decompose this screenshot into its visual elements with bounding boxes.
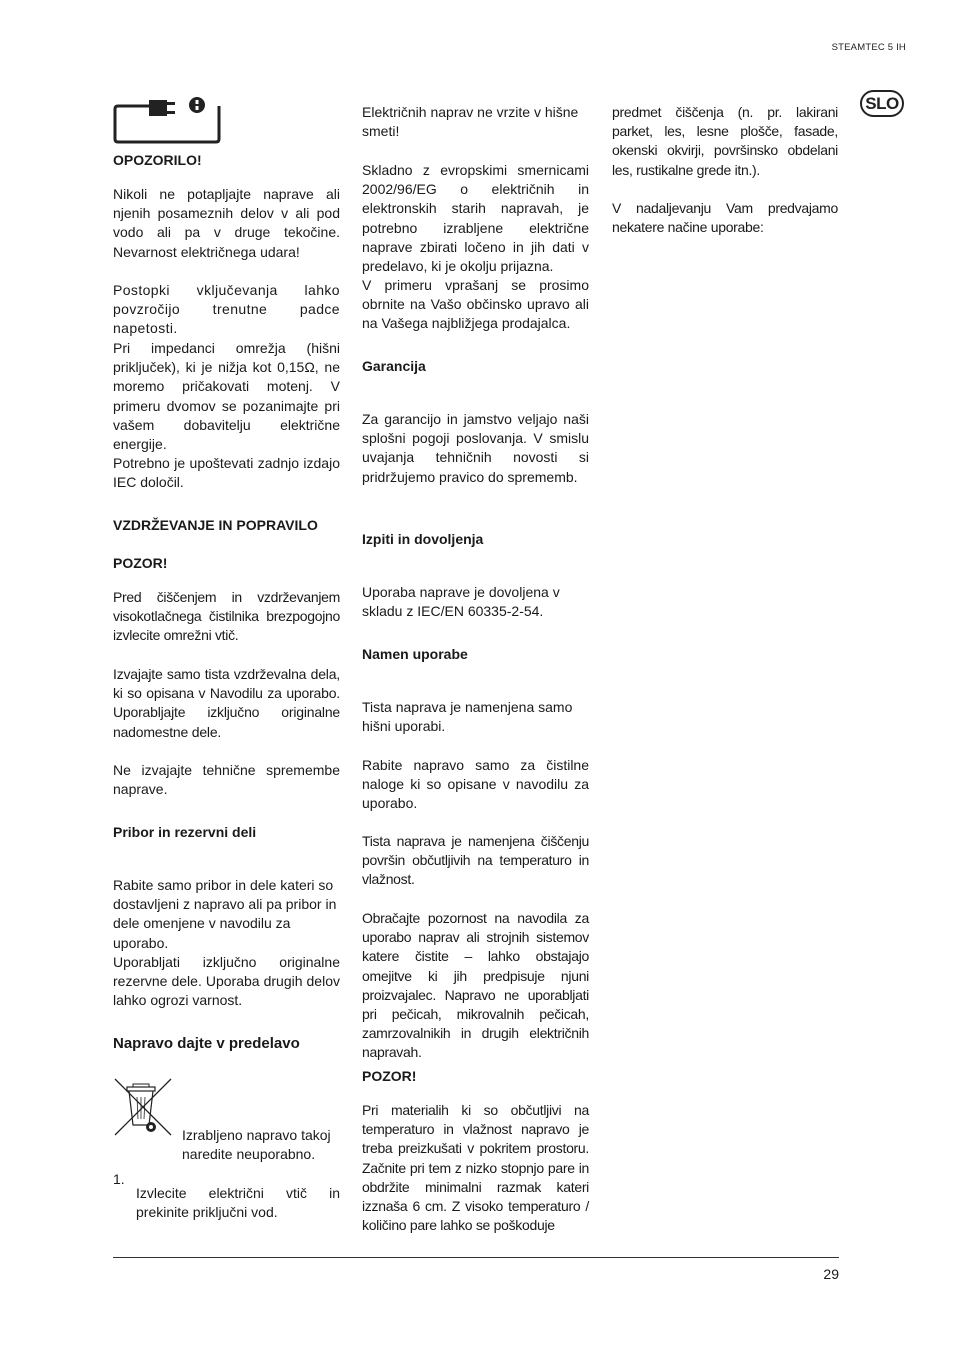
step-text: Izvlecite električni vtič in prekinite priključni vod.: [136, 1185, 340, 1221]
page-number: 29: [823, 1266, 839, 1282]
maintenance-text-1: Izvajajte samo tista vzdrževalna dela, ki so opisana v Navodilu za uporabo. Uporabljajte izključno originalne nadomestne dele.: [113, 666, 340, 740]
purpose-text-1: Tista naprava je namenjena samo hišni uporabi.: [362, 699, 573, 735]
disposal-text-1: Električnih naprav ne vrzite v hišne smeti!: [362, 104, 579, 140]
purpose-title: Namen uporabe: [362, 646, 468, 662]
purpose-text-2: Rabite napravo samo za čistilne naloge ki so opisane v navodilu za uporabo.: [362, 757, 589, 812]
switching-text-1: Postopki vključevanja lahko povzročijo trenutne padce napetosti.: [113, 282, 340, 337]
crossed-out-wheelie-bin-icon: [113, 1077, 173, 1137]
warranty-text: Za garancijo in jamstvo veljajo naši splošni pogoji poslovanja. V smislu uvajanja tehničnih novosti si pridržujemo pravico do sprememb.: [362, 411, 589, 485]
caution-title-2: POZOR!: [362, 1068, 417, 1084]
switching-text-3: Potrebno je upoštevati zadnjo izdajo IEC določil.: [113, 455, 340, 491]
caution-text-1: Pred čiščenjem in vzdrževanjem visokotlačnega čistilnika brezpogojno izvlecite omrežni vtič.: [113, 589, 340, 644]
accessories-title: Pribor in rezervni deli: [113, 824, 257, 840]
disposal-text-2: Skladno z evropskimi smernicami 2002/96/EG o električnih in elektronskih starih napravah, je potrebno izrabljene električne naprave zbirati ločeno in jih dati v predelavo, ki je okolju prijazna.: [362, 162, 589, 275]
continued-text: predmet čiščenja (n. pr. lakirani parket, les, lesne plošče, fasade, okenski okvirji, površinsko obdelani les, rustikalne grede itn.).: [612, 104, 838, 178]
disposal-text-3: V primeru vprašanj se prosimo obrnite na Vašo občinsko upravo ali na Vašega najbližjega prodajalca.: [362, 277, 589, 332]
caution-text-2: Pri materialih ki so občutljivi na temperaturo in vlažnost napravo je treba preizkušati v pokritem prostoru. Začnite pri tem z nizko stopnjo pare in obdržite minimalni razmak kateri izznaša 6 cm. Z visoko temperaturo / količino pare lahko se poškoduje: [362, 1102, 589, 1234]
tests-title: Izpiti in dovoljenja: [362, 531, 484, 547]
recycle-text: Izrabljeno napravo takoj naredite neuporabno.: [182, 1127, 331, 1163]
language-badge: SLO: [860, 90, 904, 117]
purpose-text-3: Tista naprava je namenjena čiščenju površin občutljivih na temperaturo in vlažnost.: [362, 833, 589, 888]
switching-text-2: Pri impedanci omrežja (hišni priključek), ki je nižja kot 0,15Ω, ne moremo pričakovati motenj. V primeru dvomov se pozanimajte pri vašem dobavitelju električne energije.: [113, 340, 340, 453]
maintenance-text-2: Ne izvajajte tehnične spremembe naprave.: [113, 762, 340, 798]
tests-text: Uporaba naprave je dovoljena v skladu z IEC/EN 60335-2-54.: [362, 584, 560, 620]
recycle-title: Napravo dajte v predelavo: [113, 1035, 300, 1052]
maintenance-title: VZDRŽEVANJE IN POPRAVILO: [113, 517, 318, 533]
warranty-title: Garancija: [362, 358, 426, 374]
accessories-text-2: Uporabljati izključno originalne rezervne dele. Uporaba drugih delov lahko ogrozi varnost.: [113, 954, 340, 1009]
caution-title-1: POZOR!: [113, 555, 168, 571]
accessories-text-1: Rabite samo pribor in dele kateri so dostavljeni z napravo ali pa pribor in dele omenjene v navodilu za uporabo.: [113, 877, 337, 951]
warning-text: Nikoli ne potapljajte naprave ali njenih posameznih delov v ali pod vodo ali pa v druge tekočine. Nevarnost električnega udara!: [113, 186, 340, 260]
step-number: 1.: [113, 1171, 125, 1187]
plug-warning-icon: [113, 96, 221, 144]
model-name: STEAMTEC 5 IH: [831, 42, 906, 53]
footer-divider: [113, 1257, 839, 1258]
purpose-text-4: Obračajte pozornost na navodila za uporabo naprav ali strojnih sistemov katere čistite – lahko obstajajo omejitve ki jih predpisuje njuni proizvajalec. Napravo ne uporabljati pri pečicah, mikrovalnih pečicah, zamrzovalnikih in drugih električnih napravah.: [362, 910, 589, 1061]
warning-title: OPOZORILO!: [113, 152, 202, 168]
usage-intro-text: V nadaljevanju Vam predvajamo nekatere načine uporabe:: [612, 200, 838, 236]
